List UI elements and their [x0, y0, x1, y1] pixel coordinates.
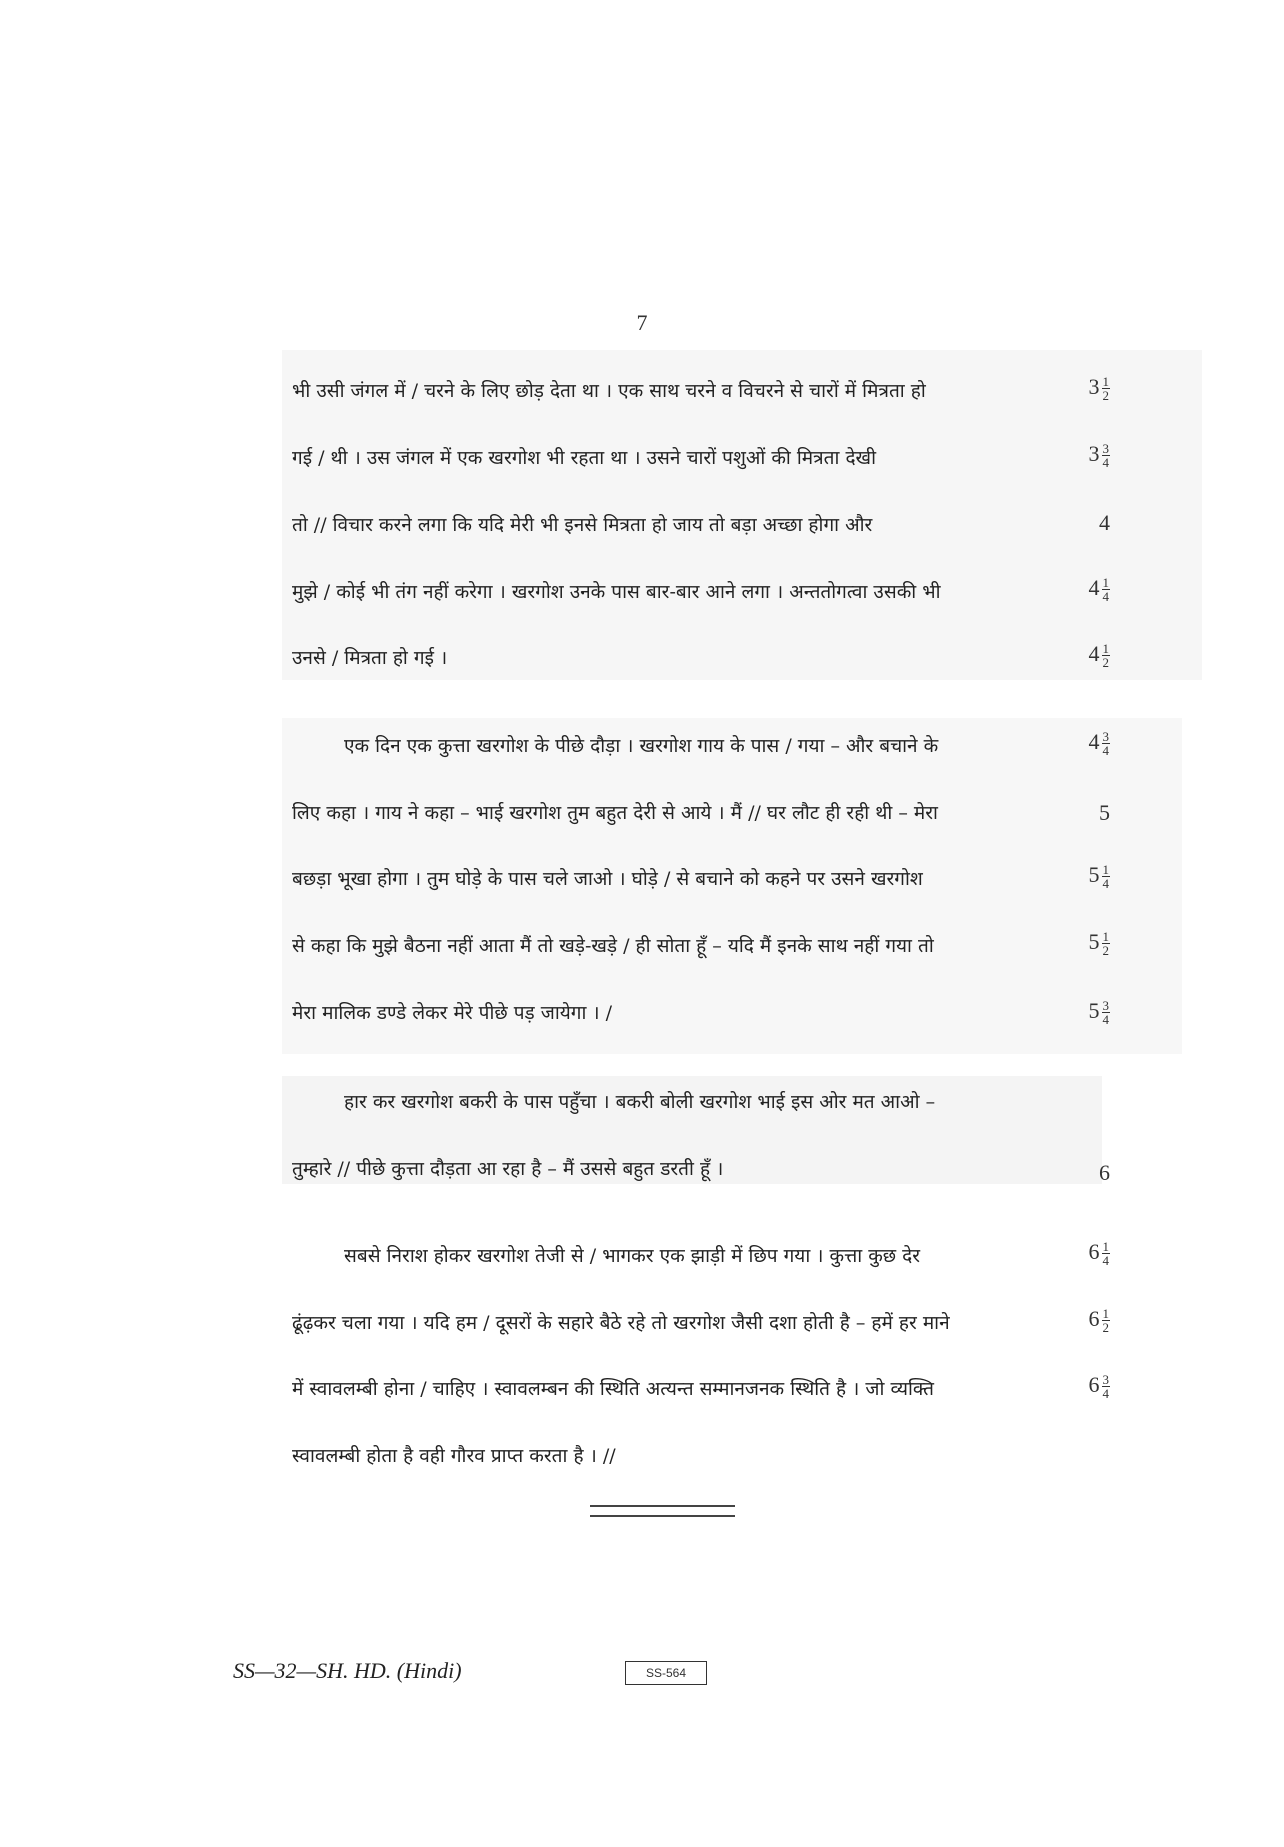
text-line: स्वावलम्बी होता है वही गौरव प्राप्त करता है । // [292, 1445, 616, 1467]
word-count-mark: 6 $\frac{1}{4}$ [1088, 1239, 1109, 1269]
word-count-mark: 4 [1099, 510, 1110, 535]
word-count-mark: 4 $\frac{3}{4}$ [1088, 729, 1109, 759]
paper-code-box: SS-564 [625, 1661, 707, 1685]
word-count-mark: 6 [1099, 1160, 1110, 1185]
word-count-mark: 5 $\frac{3}{4}$ [1088, 998, 1109, 1028]
text-line: हार कर खरगोश बकरी के पास पहुँचा । बकरी बोली खरगोश भाई इस ओर मत आओ – [344, 1091, 936, 1113]
text-line: में स्वावलम्बी होना / चाहिए । स्वावलम्बन की स्थिति अत्यन्त सम्मानजनक स्थिति है । जो व्यक्ति [292, 1378, 934, 1400]
end-double-rule [590, 1505, 735, 1517]
word-count-mark: 5 [1099, 800, 1110, 825]
text-line: तो // विचार करने लगा कि यदि मेरी भी इनसे मित्रता हो जाय तो बड़ा अच्छा होगा और [292, 514, 873, 536]
word-count-mark: 5 $\frac{1}{2}$ [1088, 929, 1109, 959]
word-count-mark: 3 $\frac{1}{2}$ [1088, 374, 1109, 404]
paper-code: SS—32—SH. HD. (Hindi) [233, 1658, 462, 1683]
text-line: एक दिन एक कुत्ता खरगोश के पीछे दौड़ा । खरगोश गाय के पास / गया – और बचाने के [344, 735, 939, 757]
text-line: मेरा मालिक डण्डे लेकर मेरे पीछे पड़ जायेगा । / [292, 1002, 613, 1024]
word-count-mark: 6 $\frac{3}{4}$ [1088, 1372, 1109, 1402]
text-line: बछड़ा भूखा होगा । तुम घोड़े के पास चले जाओ । घोड़े / से बचाने को कहने पर उसने खरगोश [292, 868, 923, 890]
word-count-mark: 5 $\frac{1}{4}$ [1088, 862, 1109, 892]
word-count-mark: 6 $\frac{1}{2}$ [1088, 1306, 1109, 1336]
text-line: से कहा कि मुझे बैठना नहीं आता मैं तो खड़े-खड़े / ही सोता हूँ – यदि मैं इनके साथ नहीं गया तो [292, 935, 934, 957]
text-line: तुम्हारे // पीछे कुत्ता दौड़ता आ रहा है – मैं उससे बहुत डरती हूँ । [292, 1158, 724, 1180]
word-count-mark: 3 $\frac{3}{4}$ [1088, 441, 1109, 471]
text-line: ढूंढ़कर चला गया । यदि हम / दूसरों के सहारे बैठे रहे तो खरगोश जैसी दशा होती है – हमें हर माने [292, 1312, 950, 1334]
word-count-mark: 4 $\frac{1}{4}$ [1088, 575, 1109, 605]
text-line: गई / थी । उस जंगल में एक खरगोश भी रहता था । उसने चारों पशुओं की मित्रता देखी [292, 447, 876, 469]
word-count-mark: 4 $\frac{1}{2}$ [1088, 641, 1109, 671]
text-line: उनसे / मित्रता हो गई । [292, 647, 448, 669]
text-line: सबसे निराश होकर खरगोश तेजी से / भागकर एक झाड़ी में छिप गया । कुत्ता कुछ देर [344, 1245, 921, 1267]
text-line: मुझे / कोई भी तंग नहीं करेगा । खरगोश उनके पास बार-बार आने लगा । अन्ततोगत्वा उसकी भी [292, 581, 941, 603]
page-number: 7 [636, 310, 648, 335]
text-line: लिए कहा । गाय ने कहा – भाई खरगोश तुम बहुत देरी से आये । मैं // घर लौट ही रही थी – मेरा [292, 802, 938, 824]
text-line: भी उसी जंगल में / चरने के लिए छोड़ देता था । एक साथ चरने व विचरने से चारों में मित्रता हो [292, 380, 926, 402]
